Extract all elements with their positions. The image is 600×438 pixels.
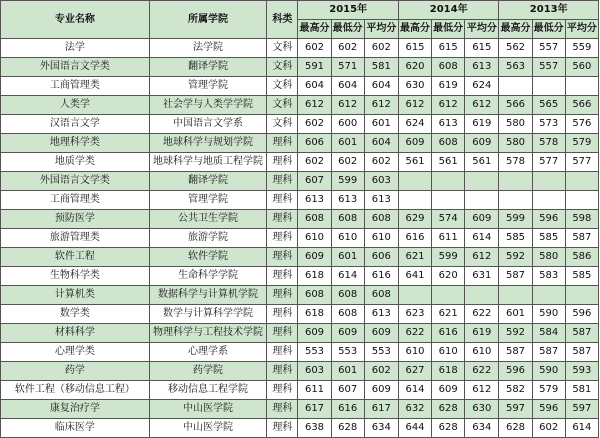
college-cell: 移动信息工程学院 <box>149 381 267 400</box>
major-name-cell: 材料科学 <box>1 324 150 343</box>
college-cell: 地球科学与规划学院 <box>149 134 267 153</box>
score-2014-avg <box>465 191 499 210</box>
score-2015-avg: 609 <box>364 381 398 400</box>
table-row <box>1 305 599 324</box>
score-2014-avg: 619 <box>465 115 499 134</box>
score-2014-min: 616 <box>432 324 465 343</box>
college-cell: 法学院 <box>149 39 267 58</box>
category-cell: 理科 <box>267 343 298 362</box>
score-2015-min: 571 <box>331 58 364 77</box>
major-name-cell: 法学 <box>1 39 150 58</box>
score-2013-avg <box>565 286 598 305</box>
score-2014-max: 612 <box>398 96 431 115</box>
score-2015-min: 616 <box>331 400 364 419</box>
score-2015-min: 610 <box>331 229 364 248</box>
college-cell: 心理学系 <box>149 343 267 362</box>
major-name-cell: 计算机类 <box>1 286 150 305</box>
score-2015-max: 609 <box>298 324 331 343</box>
major-name-cell: 康复治疗学 <box>1 400 150 419</box>
score-2014-max: 632 <box>398 400 431 419</box>
score-2015-min: 608 <box>331 286 364 305</box>
score-2013-avg <box>565 172 598 191</box>
college-cell: 软件学院 <box>149 248 267 267</box>
table-row <box>1 400 599 419</box>
score-2013-min: 577 <box>532 153 565 172</box>
header-year-2014: 2014年 <box>398 1 499 20</box>
score-2013-min: 590 <box>532 305 565 324</box>
score-2013-max <box>499 286 532 305</box>
score-2014-avg: 612 <box>465 96 499 115</box>
score-2013-avg <box>565 191 598 210</box>
score-2013-min: 590 <box>532 362 565 381</box>
score-2014-max: 644 <box>398 419 431 438</box>
college-cell: 地球科学与地质工程学院 <box>149 153 267 172</box>
category-cell: 理科 <box>267 286 298 305</box>
score-2013-min: 602 <box>532 419 565 438</box>
college-cell: 中国语言文学系 <box>149 115 267 134</box>
header-avg-score: 平均分 <box>465 20 499 39</box>
category-cell: 理科 <box>267 305 298 324</box>
score-2014-max: 623 <box>398 305 431 324</box>
score-2015-avg: 612 <box>364 96 398 115</box>
score-2015-max: 553 <box>298 343 331 362</box>
score-2014-min: 574 <box>432 210 465 229</box>
score-2013-max: 601 <box>499 305 532 324</box>
score-2015-max: 602 <box>298 153 331 172</box>
score-2013-avg: 559 <box>565 39 598 58</box>
score-2013-avg: 598 <box>565 210 598 229</box>
score-2013-max: 592 <box>499 324 532 343</box>
table-row <box>1 96 599 115</box>
score-2014-avg: 614 <box>465 229 499 248</box>
category-cell: 理科 <box>267 419 298 438</box>
score-2013-min: 585 <box>532 229 565 248</box>
major-name-cell: 工商管理类 <box>1 191 150 210</box>
score-2015-min: 609 <box>331 324 364 343</box>
table-row <box>1 248 599 267</box>
header-category: 科类 <box>267 1 298 39</box>
score-2015-max: 603 <box>298 362 331 381</box>
score-2014-max: 629 <box>398 210 431 229</box>
college-cell: 翻译学院 <box>149 58 267 77</box>
score-2015-max: 606 <box>298 134 331 153</box>
major-name-cell: 预防医学 <box>1 210 150 229</box>
score-2015-avg: 604 <box>364 77 398 96</box>
score-2015-max: 608 <box>298 286 331 305</box>
score-2014-min: 620 <box>432 267 465 286</box>
score-2013-min: 557 <box>532 58 565 77</box>
score-2014-max: 627 <box>398 362 431 381</box>
score-2014-min: 609 <box>432 381 465 400</box>
score-2014-min <box>432 191 465 210</box>
score-2014-min: 612 <box>432 96 465 115</box>
score-2014-avg: 631 <box>465 267 499 286</box>
score-2015-avg: 606 <box>364 248 398 267</box>
score-2013-avg: 597 <box>565 400 598 419</box>
college-cell: 旅游学院 <box>149 229 267 248</box>
score-2013-avg: 560 <box>565 58 598 77</box>
score-2014-min: 611 <box>432 229 465 248</box>
major-name-cell: 地质学类 <box>1 153 150 172</box>
score-2013-min: 583 <box>532 267 565 286</box>
score-2015-max: 602 <box>298 115 331 134</box>
score-2013-max <box>499 172 532 191</box>
score-2014-avg: 624 <box>465 77 499 96</box>
score-2013-max: 587 <box>499 267 532 286</box>
table-row <box>1 229 599 248</box>
score-2013-avg <box>565 77 598 96</box>
score-2014-min: 610 <box>432 343 465 362</box>
table-row <box>1 172 599 191</box>
score-2013-avg: 587 <box>565 229 598 248</box>
college-cell: 管理学院 <box>149 191 267 210</box>
score-2015-avg: 553 <box>364 343 398 362</box>
category-cell: 文科 <box>267 39 298 58</box>
score-2013-min: 596 <box>532 400 565 419</box>
score-2015-max: 618 <box>298 305 331 324</box>
header-year-2013: 2013年 <box>499 1 599 20</box>
score-2015-avg: 604 <box>364 134 398 153</box>
score-2014-min: 613 <box>432 115 465 134</box>
score-2013-avg: 566 <box>565 96 598 115</box>
score-2014-avg: 613 <box>465 58 499 77</box>
score-2015-avg: 608 <box>364 210 398 229</box>
category-cell: 理科 <box>267 324 298 343</box>
table-row <box>1 115 599 134</box>
table-row <box>1 77 599 96</box>
score-2013-min: 596 <box>532 210 565 229</box>
score-2013-max: 587 <box>499 343 532 362</box>
table-row <box>1 286 599 305</box>
table-body <box>1 39 599 438</box>
category-cell: 理科 <box>267 210 298 229</box>
score-2015-avg: 602 <box>364 362 398 381</box>
score-2013-min: 565 <box>532 96 565 115</box>
score-2014-min: 621 <box>432 305 465 324</box>
score-2014-max: 641 <box>398 267 431 286</box>
category-cell: 文科 <box>267 115 298 134</box>
table-row <box>1 343 599 362</box>
score-2013-avg: 577 <box>565 153 598 172</box>
score-2015-min: 601 <box>331 134 364 153</box>
college-cell: 管理学院 <box>149 77 267 96</box>
score-2015-min: 602 <box>331 39 364 58</box>
score-2013-max: 599 <box>499 210 532 229</box>
header-major: 专业名称 <box>1 1 150 39</box>
score-2013-avg: 587 <box>565 324 598 343</box>
score-2014-min: 618 <box>432 362 465 381</box>
score-2014-max: 615 <box>398 39 431 58</box>
score-2014-min <box>432 286 465 305</box>
category-cell: 理科 <box>267 153 298 172</box>
score-2013-min <box>532 77 565 96</box>
score-2015-max: 608 <box>298 210 331 229</box>
score-2015-avg: 609 <box>364 324 398 343</box>
category-cell: 文科 <box>267 58 298 77</box>
major-name-cell: 药学 <box>1 362 150 381</box>
score-2014-max: 609 <box>398 134 431 153</box>
score-2013-max: 563 <box>499 58 532 77</box>
major-name-cell: 人类学 <box>1 96 150 115</box>
score-2015-max: 610 <box>298 229 331 248</box>
score-2014-avg: 561 <box>465 153 499 172</box>
category-cell: 理科 <box>267 191 298 210</box>
score-2013-max <box>499 191 532 210</box>
score-2014-avg: 610 <box>465 343 499 362</box>
category-cell: 理科 <box>267 362 298 381</box>
score-2014-max <box>398 172 431 191</box>
major-name-cell: 软件工程（移动信息工程） <box>1 381 150 400</box>
score-2013-avg: 576 <box>565 115 598 134</box>
score-2013-max: 580 <box>499 115 532 134</box>
category-cell: 理科 <box>267 229 298 248</box>
table-row <box>1 381 599 400</box>
score-2015-avg: 602 <box>364 39 398 58</box>
score-2014-max: 616 <box>398 229 431 248</box>
major-name-cell: 心理学类 <box>1 343 150 362</box>
score-2014-min: 599 <box>432 248 465 267</box>
score-2014-avg: 615 <box>465 39 499 58</box>
category-cell: 文科 <box>267 96 298 115</box>
score-2015-avg: 603 <box>364 172 398 191</box>
score-2015-min: 600 <box>331 115 364 134</box>
header-college: 所属学院 <box>149 1 267 39</box>
header-min-score: 最低分 <box>331 20 364 39</box>
category-cell: 理科 <box>267 400 298 419</box>
college-cell: 生命科学学院 <box>149 267 267 286</box>
table-row <box>1 362 599 381</box>
header-max-score: 最高分 <box>398 20 431 39</box>
score-2015-min: 613 <box>331 191 364 210</box>
header-year-2015: 2015年 <box>298 1 399 20</box>
score-2013-max: 582 <box>499 381 532 400</box>
header-avg-score: 平均分 <box>364 20 398 39</box>
major-name-cell: 外国语言文学类 <box>1 58 150 77</box>
score-2015-max: 613 <box>298 191 331 210</box>
major-name-cell: 生物科学类 <box>1 267 150 286</box>
category-cell: 文科 <box>267 77 298 96</box>
score-2014-avg <box>465 286 499 305</box>
score-2014-max: 610 <box>398 343 431 362</box>
score-2015-max: 618 <box>298 267 331 286</box>
table-row <box>1 267 599 286</box>
score-2014-min: 608 <box>432 58 465 77</box>
score-2013-max: 597 <box>499 400 532 419</box>
score-2014-avg: 622 <box>465 362 499 381</box>
score-2015-max: 638 <box>298 419 331 438</box>
college-cell: 数学与计算科学学院 <box>149 305 267 324</box>
score-2014-max: 630 <box>398 77 431 96</box>
score-2015-avg: 613 <box>364 305 398 324</box>
score-2014-min: 608 <box>432 134 465 153</box>
table-row <box>1 134 599 153</box>
score-2013-avg: 579 <box>565 134 598 153</box>
score-2015-max: 604 <box>298 77 331 96</box>
header-avg-score: 平均分 <box>565 20 598 39</box>
table-row <box>1 419 599 438</box>
score-2015-max: 617 <box>298 400 331 419</box>
score-2014-min: 628 <box>432 400 465 419</box>
score-2015-max: 602 <box>298 39 331 58</box>
table-row <box>1 324 599 343</box>
score-2015-min: 612 <box>331 96 364 115</box>
score-2013-min: 580 <box>532 248 565 267</box>
table-row <box>1 210 599 229</box>
score-2014-min: 619 <box>432 77 465 96</box>
score-2013-max: 628 <box>499 419 532 438</box>
score-2015-min: 599 <box>331 172 364 191</box>
score-2014-max: 614 <box>398 381 431 400</box>
major-name-cell: 工商管理类 <box>1 77 150 96</box>
major-name-cell: 数学类 <box>1 305 150 324</box>
major-name-cell: 外国语言文学类 <box>1 172 150 191</box>
score-2013-max: 596 <box>499 362 532 381</box>
score-2013-avg: 614 <box>565 419 598 438</box>
score-2013-max: 578 <box>499 153 532 172</box>
header-max-score: 最高分 <box>499 20 532 39</box>
score-2015-min: 628 <box>331 419 364 438</box>
score-2014-avg: 609 <box>465 134 499 153</box>
college-cell: 翻译学院 <box>149 172 267 191</box>
score-2013-min: 579 <box>532 381 565 400</box>
score-2014-avg: 619 <box>465 324 499 343</box>
score-2013-min: 584 <box>532 324 565 343</box>
score-2015-avg: 610 <box>364 229 398 248</box>
score-2014-max: 561 <box>398 153 431 172</box>
score-2014-min: 615 <box>432 39 465 58</box>
score-2013-avg: 586 <box>565 248 598 267</box>
score-2015-min: 614 <box>331 267 364 286</box>
score-2014-min <box>432 172 465 191</box>
score-2015-avg: 601 <box>364 115 398 134</box>
category-cell: 理科 <box>267 248 298 267</box>
score-2015-max: 609 <box>298 248 331 267</box>
category-cell: 理科 <box>267 381 298 400</box>
table-row <box>1 39 599 58</box>
score-2014-max: 624 <box>398 115 431 134</box>
score-2013-min <box>532 191 565 210</box>
score-2013-max: 580 <box>499 134 532 153</box>
table-row <box>1 58 599 77</box>
score-2013-max: 562 <box>499 39 532 58</box>
score-2014-max: 622 <box>398 324 431 343</box>
major-name-cell: 旅游管理类 <box>1 229 150 248</box>
score-2015-avg: 602 <box>364 153 398 172</box>
score-2014-avg: 622 <box>465 305 499 324</box>
category-cell: 理科 <box>267 134 298 153</box>
major-name-cell: 地理科学类 <box>1 134 150 153</box>
table-row <box>1 191 599 210</box>
score-2013-max <box>499 77 532 96</box>
score-2015-avg: 613 <box>364 191 398 210</box>
score-2013-min: 573 <box>532 115 565 134</box>
category-cell: 理科 <box>267 172 298 191</box>
score-2015-max: 611 <box>298 381 331 400</box>
score-2013-max: 585 <box>499 229 532 248</box>
score-2015-avg: 634 <box>364 419 398 438</box>
score-2015-max: 612 <box>298 96 331 115</box>
score-2013-avg: 593 <box>565 362 598 381</box>
score-2015-min: 553 <box>331 343 364 362</box>
score-2015-avg: 617 <box>364 400 398 419</box>
table-row <box>1 153 599 172</box>
major-name-cell: 软件工程 <box>1 248 150 267</box>
score-2013-min <box>532 286 565 305</box>
score-2015-max: 591 <box>298 58 331 77</box>
score-2013-min: 557 <box>532 39 565 58</box>
category-cell: 理科 <box>267 267 298 286</box>
score-2014-avg: 612 <box>465 248 499 267</box>
college-cell: 数据科学与计算机学院 <box>149 286 267 305</box>
score-2014-max <box>398 286 431 305</box>
score-2015-max: 607 <box>298 172 331 191</box>
score-2015-min: 604 <box>331 77 364 96</box>
score-2014-avg: 609 <box>465 210 499 229</box>
score-2013-avg: 587 <box>565 343 598 362</box>
score-2015-min: 608 <box>331 210 364 229</box>
score-2013-avg: 596 <box>565 305 598 324</box>
score-2014-avg: 634 <box>465 419 499 438</box>
score-2013-avg: 585 <box>565 267 598 286</box>
score-2013-max: 566 <box>499 96 532 115</box>
score-2014-avg <box>465 172 499 191</box>
score-2015-min: 601 <box>331 362 364 381</box>
score-2014-min: 561 <box>432 153 465 172</box>
score-2013-min <box>532 172 565 191</box>
college-cell: 社会学与人类学学院 <box>149 96 267 115</box>
score-2015-avg: 616 <box>364 267 398 286</box>
college-cell: 药学院 <box>149 362 267 381</box>
header-max-score: 最高分 <box>298 20 331 39</box>
score-2015-avg: 581 <box>364 58 398 77</box>
header-min-score: 最低分 <box>432 20 465 39</box>
score-2014-max: 620 <box>398 58 431 77</box>
score-2015-avg: 608 <box>364 286 398 305</box>
score-2015-min: 602 <box>331 153 364 172</box>
score-2013-min: 578 <box>532 134 565 153</box>
score-2015-min: 601 <box>331 248 364 267</box>
score-2014-avg: 630 <box>465 400 499 419</box>
score-2014-min: 628 <box>432 419 465 438</box>
score-2015-min: 608 <box>331 305 364 324</box>
college-cell: 中山医学院 <box>149 419 267 438</box>
header-min-score: 最低分 <box>532 20 565 39</box>
score-2013-max: 592 <box>499 248 532 267</box>
college-cell: 物理科学与工程技术学院 <box>149 324 267 343</box>
college-cell: 公共卫生学院 <box>149 210 267 229</box>
major-name-cell: 临床医学 <box>1 419 150 438</box>
score-2014-max <box>398 191 431 210</box>
score-2014-avg: 612 <box>465 381 499 400</box>
college-cell: 中山医学院 <box>149 400 267 419</box>
score-2013-avg: 581 <box>565 381 598 400</box>
score-2015-min: 607 <box>331 381 364 400</box>
major-name-cell: 汉语言文学 <box>1 115 150 134</box>
score-2014-max: 621 <box>398 248 431 267</box>
score-2013-min: 587 <box>532 343 565 362</box>
